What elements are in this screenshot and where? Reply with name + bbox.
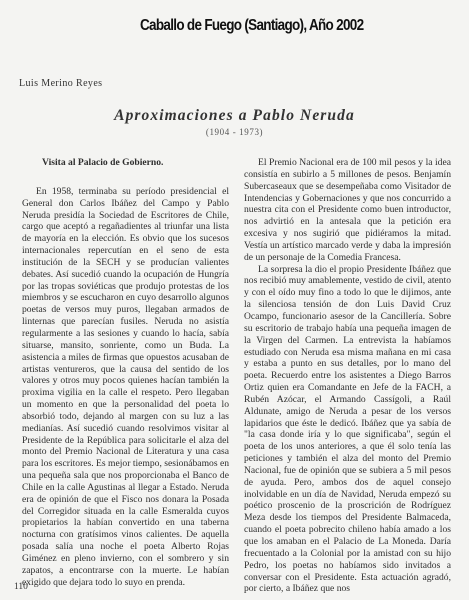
left-paragraph-1: En 1958, terminaba su período presidencial el General don Carlos Ibáñez del Campo y Pablo Neruda presidía la Sociedad de Escritores de Chile, cargo que aceptó a regañadientes al triunfar una lista de mayoría en la elección. Es obvio que los sucesos internacionales repercutían en el seno de esta institución de la SECH y se producían valientes debates. Así sucedió cuando la ocupación de Hungría por las tropas soviéticas que produjo protestas de los miembros y se escucharon en cuyo desarrollo algunos poetas de versos muy puros, llegaban armados de linternas que parecían fusiles. Neruda no asistía regularmente a las sesiones y cuando lo hacía, sabía situarse, mansito, sonriente, como un Buda. La asistencia a miles de firmas que opuestos acusaban de artistas ventureros, que la causa del sentido de los valores y otros muy pocos quienes hacían también la proxima vigilia en la calle el respeto. Pero llegaban un momento en que la personalidad del poeta lo absorbió todo, dejando al margen con su luz a las medianías. Así sucedió cuando resolvimos visitar al Presidente de la República para solicitarle el alza del monto del Premio Nacional de Literatura y una casa para los escritores. Es mejor tiempo, sesionábamos en una pequeña sala que nos proporcionaba el Banco de Chile en la calle Agustinas al llegar a Estado. Neruda era de opinión de que el Fisco nos donara la Posada del Corregidor situada en la calle Esmeralda cuyos propietarios la habían convertido en una taberna nocturna con gratísimos vinos calientes. De aquella posada salía una noche el poeta Alberto Rojas Giménez en pleno invierno, con el sombrero y sin zapatos, a encontrarse con la muerte. Le habían exigido que dejara todo lo suyo en prenda. <box>22 185 230 588</box>
article-years: (1904 - 1973) <box>205 127 264 137</box>
right-paragraph-1: El Premio Nacional era de 100 mil pesos y la idea consistía en subirlo a 5 millones de pesos. Benjamín Subercaseaux que se desempeñaba como Visitador de Intendencias y Gobernaciones y que nos concurrido a nuestra cita con el Presidente como buen introductor, nos advirtió en la antesala que la petición era excesiva y nos sugirió que pidiéramos la mitad. Vestía un artístico marcado verde y daba la impresión de un personaje de la Comedia Francesa. <box>244 157 451 263</box>
author-name: Luis Merino Reyes <box>19 78 103 89</box>
left-column <box>22 157 229 589</box>
right-paragraph-2: La sorpresa la dio el propio Presidente Ibáñez que nos recibió muy amablemente, vestido de civil, atento y con el oído muy fino a todo lo que le dijimos, ante la silenciosa tensión de don Luis David Cruz Ocampo, funcionario asesor de la Cancillería. Sobre su escritorio de trabajo había una pequeña imagen de la Virgen del Carmen. La entrevista la habíamos estudiado con Neruda esa misma mañana en mi casa y estaba a punto en sus detalles, por lo mano del poeta. Recuerdo entre los asistentes a Diego Barros Ortiz quien era Comandante en Jefe de la FACH, a Rubén Azócar, el Armando Cassígoli, a Raúl Aldunate, amigo de Neruda a pesar de los versos lapidarios que éste le dedicó. Ibáñez que ya sabía de "la casa donde iría y lo que significaba", según el poeta de los unos anteriores, a que él solo tenía las peticiones y también el alza del monto del Premio Nacional, fue de opinión que se subiera a 5 mil pesos de ayuda. Pero, ambos dos de aquel consejo inolvidable en un día de Navidad, Neruda empezó su poético proscenio de la proscrición de Rodríguez Meza desde los tiempos del Presidente Balmaceda, cuando el poeta pobrecito chileno había amado a los que los amaban en el Palacio de La Moneda. Daría frecuentado a la Colonial por la amistad con su hijo Pedro, los poetas no habíamos sido invitados a conversar con el Presidente. Esta actuación agradó, por cierto, a Ibáñez que nos <box>244 263 452 595</box>
page-number: 110 <box>14 582 28 592</box>
right-column <box>244 157 451 595</box>
source-stamp: Caballo de Fuego (Santiago), Año 2002 <box>140 16 364 34</box>
section-heading: Visita al Palacio de Gobierno. <box>42 157 164 168</box>
article-title: Aproximaciones a Pablo Neruda <box>114 107 355 124</box>
